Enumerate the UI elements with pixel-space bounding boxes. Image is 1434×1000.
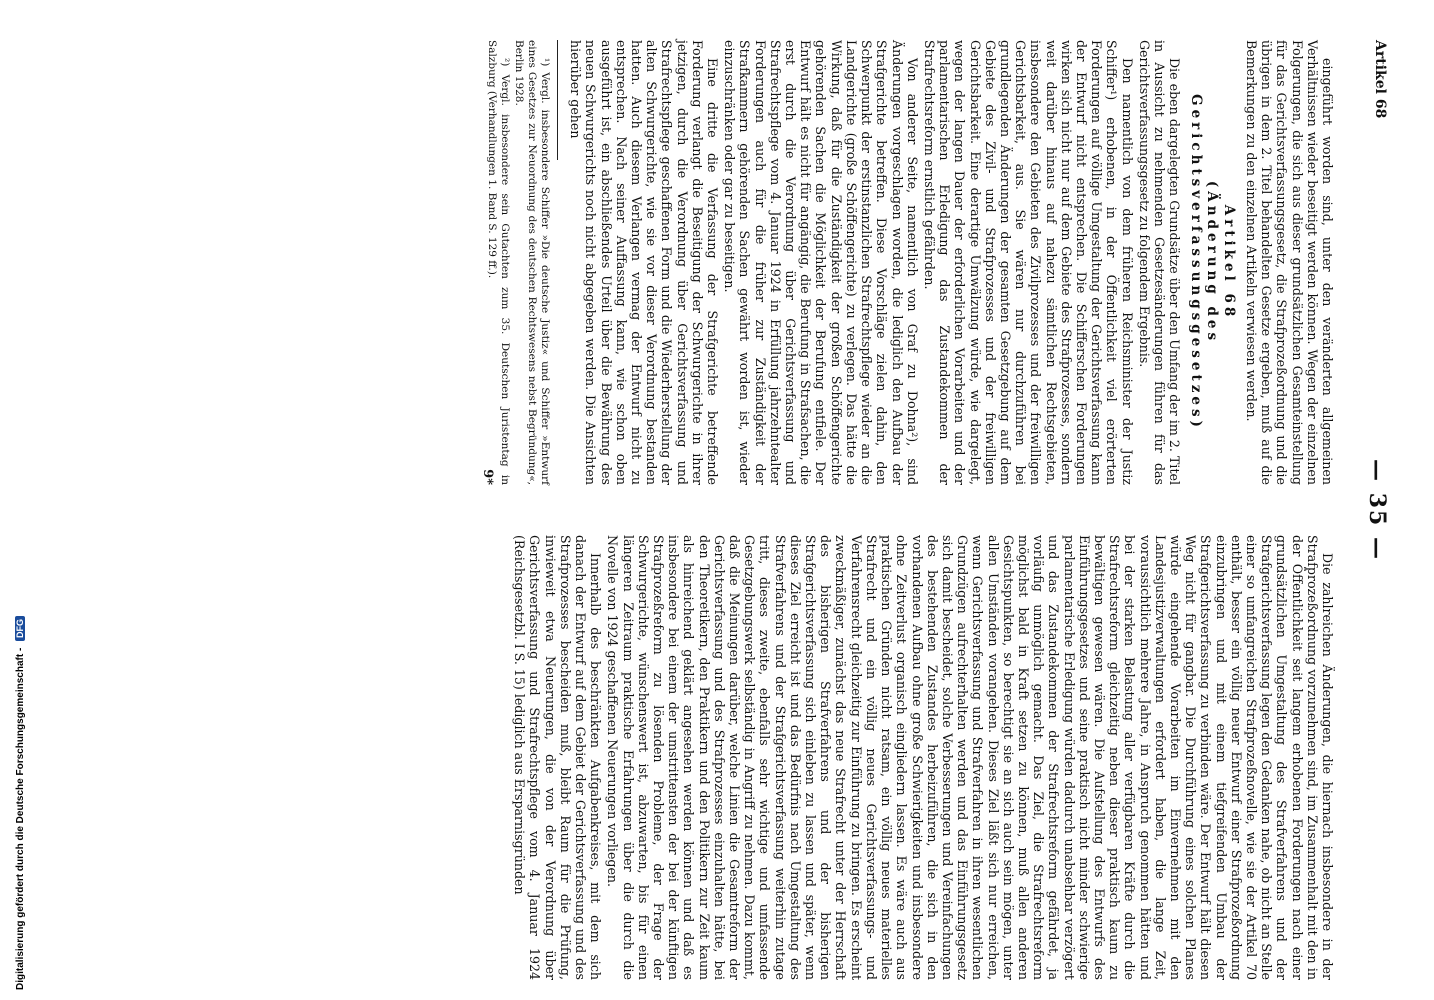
credit-text: Digitalisierung gefördert durch die Deutsche Forschungsgemeinschaft - <box>15 647 26 990</box>
page-header <box>1350 40 1390 980</box>
footnote: ¹) Vergl. insbesondere Schiffer »Die deutsche Justiz« und Schiffer »Entwurf eines Gesetzes zur Neuordnung des deutschen Rechtswesens nebst Begründung«, Berlin 1928. <box>513 40 552 485</box>
left-column <box>510 535 1335 980</box>
digitization-credit <box>15 616 26 990</box>
running-article-label: Artikel 68 <box>1372 40 1388 119</box>
signature-mark: 9* <box>480 469 495 485</box>
article-subheading: (Änderung des Gerichtsverfassungsgesetzes) <box>1188 94 1220 431</box>
dfg-logo: DFG <box>15 616 25 641</box>
article-heading: Artikel 68 <box>1220 204 1237 321</box>
footnote: ²) Vergl. insbesondere sein Gutachten zum 35. Deutschen Juristentag in Salzburg (Verhandlungen 1. Band S. 129 ff.). <box>485 40 511 485</box>
page-number: — 35 — <box>1364 459 1390 561</box>
right-column <box>483 40 1335 485</box>
paragraph: Von anderer Seite, namentlich von Graf zu Dohna²), sind Änderungen vorgeschlagen worden, die lediglich den Aufbau der Strafgerichte betreffen. Diese Vorschläge zielen dahin, den Schwerpunkt der erstinstanzlichen Strafrechtspflege wieder an die Landgerichte (große Schöffengerichte) zu verlegen. Das hätte die Wirkung, daß für die Zuständigkeit der großen Schöffengerichte gehörenden Sachen die Möglichkeit der Berufung entfiele. Der Entwurf hält es nicht für angängig, die Berufung in Strafsachen, die erst durch die Verordnung über Gerichtsverfassung und Strafrechtspflege vom 4. Januar 1924 in Erfüllung jahrzehntealter Forderungen auch für die früher zur Zuständigkeit der Strafkammern gehörenden Sachen gewährt worden ist, wieder einzuschränken oder gar zu beseitigen. <box>722 40 920 485</box>
rotated-book-page <box>140 40 1390 980</box>
paragraph: eingeführt worden sind, unter den veränderten allgemeinen Verhältnissen wieder beseitigt werden können. Wegen der einzelnen Folgerungen, die sich aus dieser grundsätzlichen Gesamteinstellung für das Gerichtsverfassungsgesetz, die Strafprozeßordnung und die übrigen in dem 2. Titel behandelten Gesetze ergeben, muß auf die Bemerkungen zu den einzelnen Artikeln verwiesen werden. <box>1243 40 1335 485</box>
paragraph: Innerhalb des beschränkten Aufgabenkreises, mit dem sich danach der Entwurf auf dem Gebiet der Gerichtsverfassung und des Strafprozesses bescheiden muß, bleibt Raum für die Prüfung, inwieweit etwa Neuerungen, die von der Verordnung über Gerichtsverfassung und Strafrechtspflege vom 4. Januar 1924 (Reichsgesetzbl. I S. 15) lediglich aus Ersparnisgründen <box>512 535 604 980</box>
paragraph: Die eben dargelegten Grundsätze über den Umfang der im 2. Titel in Aussicht zu nehmenden Gesetzesänderungen führen für das Gerichtsverfassungsgesetz zu folgendem Ergebnis. <box>1136 40 1183 485</box>
paragraph: Die zahlreichen Änderungen, die hiernach insbesondere in der Strafprozeßordnung vorzunehmen sind, im Zusammenhalt mit den in der Öffentlichkeit seit langem erhobenen Forderungen nach einer grundsätzlichen Umgestaltung des Strafverfahrens und der Strafgerichtsverfassung legen den Gedanken nahe, ob nicht an Stelle einer so umfangreichen Strafprozeßnovelle, wie sie der Artikel 70 enthält, besser ein völlig neuer Entwurf einer Strafprozeßordnung einzubringen und mit einem tiefgreifenden Umbau der Strafgerichtsverfassung zu verbinden wäre. Der Entwurf hält diesen Weg nicht für gangbar. Die Durchführung eines solchen Planes würde eingehende Vorarbeiten im Einvernehmen mit den Landesjustizverwaltungen erfordert haben, die lange Zeit, voraussichtlich mehrere Jahre, in Anspruch genommen hätten und bei der starken Belastung aller verfügbaren Kräfte durch die Strafrechtsreform gleichzeitig neben dieser praktisch kaum zu bewältigen gewesen wären. Die Aufstellung des Entwurfs des Einführungsgesetzes und seine praktisch nicht minder schwierige parlamentarische Erledigung würden dadurch unabsehbar verzögert und das Zustandekommen der Strafrechtsreform gefährdet, ja vorläufig unmöglich gemacht. Das Ziel, die Strafrechtsreform möglichst bald in Kraft setzen zu können, muß allen anderen Gesichtspunkten, so berechtigt sie an sich auch sein mögen, unter allen Umständen vorangehen. Dieses Ziel läßt sich nur erreichen, wenn Gerichtsverfassung und Strafverfahren in ihren wesentlichen Grundzügen aufrechterhalten werden und das Einführungsgesetz sich damit bescheidet, solche Verbesserungen und Vereinfachungen des bestehenden Zustandes herbeizuführen, die sich in den vorhandenen Aufbau ohne große Schwierigkeiten und insbesondere ohne Zeitverlust organisch eingliedern lassen. Es wäre auch aus praktischen Gründen nicht ratsam, ein völlig neues materielles Strafrecht und ein völlig neues Gerichtsverfassungs- und Verfahrensrecht gleichzeitig zur Einführung zu bringen. Es erscheint zweckmäßiger, zunächst das neue Strafrecht unter der Herrschaft des bisherigen Strafverfahrens und der bisherigen Strafgerichtsverfassung sich einleben zu lassen und später, wenn dieses Ziel erreicht ist und das Bedürfnis nach Umgestaltung des Strafverfahrens und der Strafgerichtsverfassung weiterhin zutage tritt, dieses zweite, ebenfalls sehr wichtige und umfassende Gesetzgebungswerk selbständig in Angriff zu nehmen. Dazu kommt, daß die Meinungen darüber, welche Linien die Gesamtreform der Gerichtsverfassung und des Strafprozesses einzuhalten hätte, bei den Theoretikern, den Praktikern und den Politikern zur Zeit kaum als hinreichend geklärt angesehen werden können und daß es insbesondere bei einem der umstrittensten der bei der künftigen Strafprozeßreform zu lösenden Probleme, der Frage der Schwurgerichte, wünschenswert ist, abzuwarten, bis für einen längeren Zeitraum praktische Erfahrungen über die durch die Novelle von 1924 geschaffenen Neuerungen vorliegen. <box>605 535 1335 980</box>
paragraph: Den namentlich von dem früheren Reichsminister der Justiz Schiffer¹) erhobenen, in der Öffentlichkeit viel erörterten Forderungen auf völlige Umgestaltung der Gerichtsverfassung kann der Entwurf nicht entsprechen. Die Schifferschen Forderungen wirken sich nicht nur auf dem Gebiete des Strafprozesses, sondern weit darüber hinaus auf nahezu sämtlichen Rechtsgebieten, insbesondere den Gebieten des Zivilprozesses und der freiwilligen Gerichtsbarkeit, aus. Sie wären nur durchzuführen bei grundlegenden Änderungen der gesamten Gesetzgebung auf dem Gebiete des Zivil- und Strafprozesses und der freiwilligen Gerichtsbarkeit. Eine derartige Umwälzung würde, wie dargelegt, wegen der langen Dauer der erforderlichen Vorarbeiten und der parlamentarischen Erledigung das Zustandekommen der Strafrechtsreform ernstlich gefährden. <box>921 40 1135 485</box>
paragraph: Eine dritte die Verfassung der Strafgerichte betreffende Forderung verlangt die Beseitigung der Schwurgerichte in ihrer jetzigen, durch die Verordnung über Gerichtsverfassung und Strafrechtspflege geschaffenen Form und die Wiederherstellung der alten Schwurgerichte, wie sie vor dieser Verordnung bestanden hatten. Auch diesem Verlangen vermag der Entwurf nicht zu entsprechen. Nach seiner Auffassung kann, wie schon oben ausgeführt ist, ein abschließendes Urteil über die Bewährung des neuen Schwurgerichts noch nicht abgegeben werden. Die Ansichten hierüber gehen <box>568 40 721 485</box>
footnote-divider <box>557 40 558 160</box>
